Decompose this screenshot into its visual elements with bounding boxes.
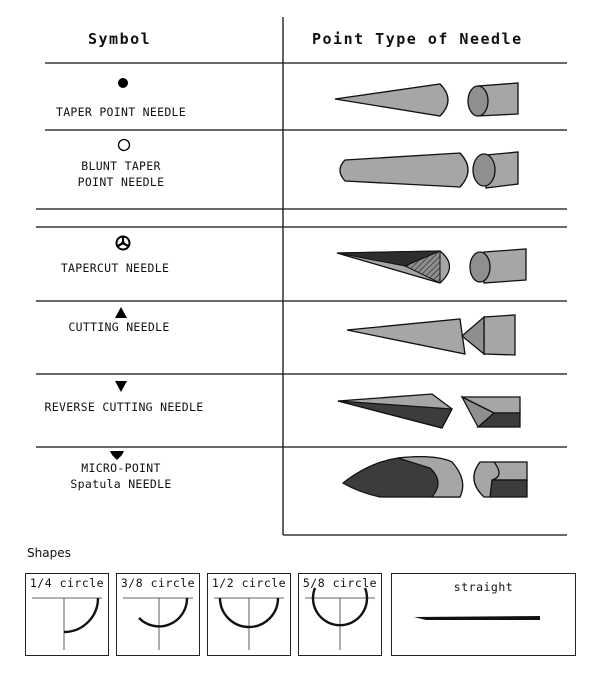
three-eighths-circle-box — [116, 573, 200, 656]
micro-point-label: MICRO-POINT Spatula NEEDLE — [70, 461, 172, 491]
half-circle-box — [207, 573, 291, 656]
quarter-circle-box — [25, 573, 109, 656]
reverse-cutting-label: REVERSE CUTTING NEEDLE — [44, 400, 204, 414]
five-eighths-circle-label: 5/8 circle — [302, 576, 378, 590]
quarter-circle-drawing — [26, 574, 108, 655]
five-eighths-circle-drawing — [299, 574, 381, 655]
taper-point-label: TAPER POINT NEEDLE — [55, 105, 187, 119]
straight-needle-drawing — [392, 574, 575, 655]
symbol-column-header: Symbol — [88, 30, 152, 48]
straight-box — [391, 573, 576, 656]
half-circle-drawing — [208, 574, 290, 655]
blunt-taper-label: BLUNT TAPER POINT NEEDLE — [77, 159, 165, 189]
cutting-label: CUTTING NEEDLE — [68, 320, 170, 334]
quarter-circle-label: 1/4 circle — [29, 576, 105, 590]
five-eighths-circle-box — [298, 573, 382, 656]
point-type-column-header: Point Type of Needle — [312, 30, 523, 48]
tapercut-label: TAPERCUT NEEDLE — [60, 261, 170, 275]
half-circle-label: 1/2 circle — [211, 576, 287, 590]
three-eighths-circle-drawing — [117, 574, 199, 655]
shapes-heading: Shapes — [27, 546, 71, 560]
three-eighths-circle-label: 3/8 circle — [120, 576, 196, 590]
straight-label: straight — [453, 580, 514, 594]
